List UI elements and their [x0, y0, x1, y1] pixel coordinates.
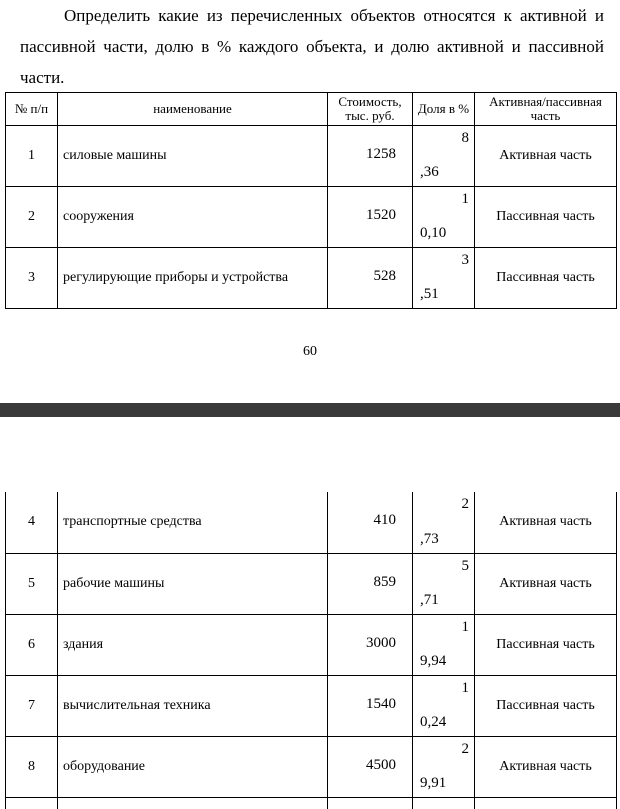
object-cost: 3000 [328, 614, 413, 675]
table-row-continued [6, 797, 617, 809]
share-second-part: 9,91 [420, 774, 447, 791]
table-row [6, 187, 617, 248]
object-name: транспортные средства [58, 492, 328, 553]
object-cost: 1258 [328, 126, 413, 187]
share-second-part: 0,10 [420, 225, 447, 241]
object-name: вычислительная техника [58, 675, 328, 736]
header-num: № п/п [6, 93, 58, 126]
row-number: 6 [6, 614, 58, 675]
table-row [6, 492, 617, 553]
table-row [6, 126, 617, 187]
row-number: 8 [6, 736, 58, 797]
share-second-part: ,71 [420, 591, 439, 608]
object-cost: 1540 [328, 675, 413, 736]
object-share [413, 187, 475, 248]
object-share [413, 126, 475, 187]
object-part: Активная часть [475, 126, 617, 187]
share-first-part: 1 [461, 618, 469, 635]
object-name: рабочие машины [58, 553, 328, 614]
object-share [413, 675, 475, 736]
object-name: сооружения [58, 187, 328, 248]
share-second-part: 9,94 [420, 652, 447, 669]
share-first-part: 3 [461, 252, 469, 268]
object-share [413, 248, 475, 309]
task-text: Определить какие из перечисленных объектов относятся к активной и пассивной части, долю в % каждого объекта, и долю активной и пассивной части. [20, 6, 604, 87]
object-cost: 410 [328, 492, 413, 553]
object-share [413, 614, 475, 675]
object-part: Пассивная часть [475, 675, 617, 736]
object-cost: 4500 [328, 736, 413, 797]
page-break-bar [0, 403, 620, 417]
object-cost: 1520 [328, 187, 413, 248]
object-cost: 528 [328, 248, 413, 309]
object-name: оборудование [58, 736, 328, 797]
row-number: 1 [6, 126, 58, 187]
object-name: регулирующие приборы и устройства [58, 248, 328, 309]
header-cost: Стоимость, тыс. руб. [328, 93, 413, 126]
table-row [6, 248, 617, 309]
header-name: наименование [58, 93, 328, 126]
objects-table-page-1 [5, 92, 617, 309]
object-part: Пассивная часть [475, 187, 617, 248]
page-number: 60 [303, 344, 317, 359]
share-first-part: 2 [461, 496, 469, 512]
share-first-part: 8 [461, 130, 469, 146]
share-first-part: 1 [461, 191, 469, 207]
object-name: силовые машины [58, 126, 328, 187]
table-row [6, 736, 617, 797]
share-first-part: 1 [461, 679, 469, 696]
table-row [6, 553, 617, 614]
table-header-row [6, 93, 617, 126]
object-name: здания [58, 614, 328, 675]
object-share [413, 736, 475, 797]
row-number: 5 [6, 553, 58, 614]
share-second-part: ,36 [420, 164, 439, 180]
share-second-part: 0,24 [420, 713, 447, 730]
share-first-part: 2 [461, 740, 469, 757]
row-number: 4 [6, 492, 58, 553]
object-part: Активная часть [475, 492, 617, 553]
share-first-part: 5 [461, 557, 469, 574]
object-part: Пассивная часть [475, 614, 617, 675]
row-number: 3 [6, 248, 58, 309]
objects-table-page-2 [5, 492, 617, 809]
task-paragraph [20, 0, 604, 93]
object-share [413, 553, 475, 614]
row-number: 7 [6, 675, 58, 736]
table-row [6, 614, 617, 675]
object-part: Пассивная часть [475, 248, 617, 309]
header-share: Доля в % [413, 93, 475, 126]
object-part: Активная часть [475, 736, 617, 797]
share-second-part: ,51 [420, 286, 439, 302]
object-part: Активная часть [475, 553, 617, 614]
object-cost: 859 [328, 553, 413, 614]
table-row [6, 675, 617, 736]
row-number: 2 [6, 187, 58, 248]
object-share [413, 492, 475, 553]
share-second-part: ,73 [420, 530, 439, 547]
header-part: Активная/пассивная часть [475, 93, 617, 126]
